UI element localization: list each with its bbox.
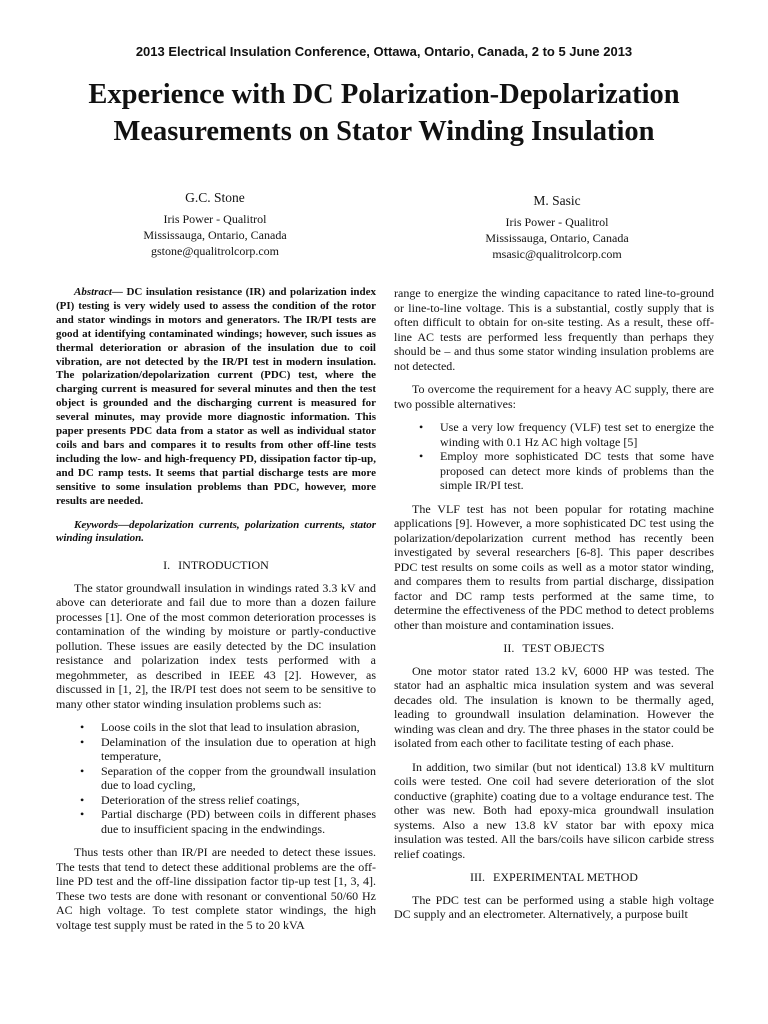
- author-email: gstone@qualitrolcorp.com: [150, 244, 280, 258]
- abstract-lead: Abstract—: [74, 286, 123, 298]
- author-email: msasic@qualitrolcorp.com: [492, 247, 622, 261]
- test-objects-paragraph-1: One motor stator rated 13.2 kV, 6000 HP was tested. The stator had an asphaltic mica insulation system and was several decades old. The insulation is known to be thermally aged, leading to groundwall insulation delamination. However the winding was clean and dry. The three phases in the stator could be isolated from each other to facilitate testing of each phase.: [394, 663, 714, 750]
- abstract: [56, 286, 376, 509]
- section-heading-experimental-method: III. EXPERIMENTAL METHOD: [470, 870, 638, 884]
- intro-paragraph-1: The stator groundwall insulation in windings rated 3.3 kV and above can deteriorate and fail due to more than a dozen failure processes [1]. One of the most common deterioration processes is contamination of the winding by moisture or partly-conductive pollution. These issues are easily detected by the DC insulation resistance and polarization index tests performed with a megohmmeter, as described in IEEE 43 [2]. However, as discussed in [1, 2], the IR/PI test does not seem to be sensitive to many other stator winding insulation problems such as:: [56, 580, 376, 711]
- right-paragraph-1: range to energize the winding capacitance to rated line-to-ground or line-to-line voltage. This is a substantial, costly supply that is often difficult to obtain for on-site testing. As a result, these off-line AC tests are performed less frequently than perhaps they should be – and thus some stator winding insulation problems are not detected.: [394, 286, 714, 373]
- section-heading-test-objects: II. TEST OBJECTS: [503, 641, 605, 655]
- author-name: G.C. Stone: [185, 190, 245, 205]
- author-block-1: [85, 190, 345, 259]
- test-objects-paragraph-2: In addition, two similar (but not identical) 13.8 kV multiturn coils were tested. One coil had severe deterioration of the slot conductive (graphite) coating due to a voltage endurance test. The other was new. Both had epoxy-mica groundwall insulation systems. Also a new 13.8 kV stator bar with epoxy mica insulation was tested. All the bars/coils have silicon carbide stress relief coatings.: [394, 759, 714, 861]
- right-paragraph-3: The VLF test has not been popular for rotating machine applications [9]. However, a more sophisticated DC test using the polarization/depolarization current method has recently been investigated by several researchers [6-8]. This paper describes PDC test results on some coils as well as a motor stator winding, and compares them to results from partial discharge, dissipation factor and DC ramp tests performed at the same time, to determine the effectiveness of the PDC method to detect problems other than moisture and contamination issues.: [394, 501, 714, 632]
- section-heading-introduction: I. INTRODUCTION: [163, 558, 269, 573]
- left-column: [56, 286, 376, 941]
- alternatives-list: [394, 420, 714, 493]
- list-item: • Loose coils in the slot that lead to insulation abrasion,: [101, 720, 376, 735]
- list-item: • Employ more sophisticated DC tests that some have proposed can detect more kinds of problems than the simple IR/PI test.: [440, 449, 714, 493]
- right-column: [394, 286, 714, 931]
- list-item: • Partial discharge (PD) between coils in different phases due to insufficient spacing in the endwindings.: [101, 807, 376, 836]
- keywords: Keywords—depolarization currents, polarization currents, stator winding insulation.: [56, 518, 376, 545]
- failure-process-list: [56, 720, 376, 836]
- author-block-2: [427, 193, 687, 262]
- author-affiliation: Iris Power - Qualitrol: [163, 212, 267, 226]
- right-paragraph-2: To overcome the requirement for a heavy AC supply, there are two possible alternatives:: [394, 382, 714, 411]
- conference-header: 2013 Electrical Insulation Conference, Ottawa, Ontario, Canada, 2 to 5 June 2013: [135, 44, 633, 59]
- list-item: • Use a very low frequency (VLF) test set to energize the winding with 0.1 Hz AC high voltage [5]: [440, 420, 714, 449]
- author-affiliation: Iris Power - Qualitrol: [505, 215, 609, 229]
- title-line-1: Experience with DC Polarization-Depolarization: [88, 79, 680, 110]
- list-item: • Separation of the copper from the groundwall insulation due to load cycling,: [101, 764, 376, 793]
- method-paragraph-1: The PDC test can be performed using a stable high voltage DC supply and an electrometer. Alternatively, a purpose built: [394, 892, 714, 921]
- author-name: M. Sasic: [533, 193, 581, 208]
- title-line-2: Measurements on Stator Winding Insulation: [113, 116, 655, 147]
- author-location: Mississauga, Ontario, Canada: [143, 228, 287, 242]
- list-item: • Delamination of the insulation due to operation at high temperature,: [101, 735, 376, 764]
- list-item: • Deterioration of the stress relief coatings,: [101, 793, 376, 808]
- author-location: Mississauga, Ontario, Canada: [485, 231, 629, 245]
- abstract-text: DC insulation resistance (IR) and polarization index (PI) testing is very widely used to assess the condition of the rotor and stator windings in motors and generators. The IR/PI tests are good at identifying contaminated windings; however, such issues as thermal deterioration or abrasion of the insulation due to coil vibration, are not detected by the IR/PI test in modern insulation. The polarization/depolarization current (PDC) test, where the charging current is measured for several minutes and then the test object is grounded and the discharging current is measured for several minutes, may provide more diagnostic information. This paper presents PDC data from a stator as well as individual stator coils and bars and compares it to results from other off-line tests including the low- and high-frequency PD, dissipation factor tip-up, and DC ramp tests. It seems that partial discharge tests are more sensitive to some insulation problems than PDC, however, more results are needed.: [56, 286, 376, 507]
- paper-title: [30, 76, 738, 150]
- intro-paragraph-2: Thus tests other than IR/PI are needed to detect these issues. The tests that tend to detect these additional problems are the off-line PD test and the off-line dissipation factor tip-up test [1, 3, 4]. These two tests are done with resonant or conventional 50/60 Hz AC high voltage. To test complete stator windings, the high voltage test supply must be rated in the 5 to 20 kVA: [56, 845, 376, 932]
